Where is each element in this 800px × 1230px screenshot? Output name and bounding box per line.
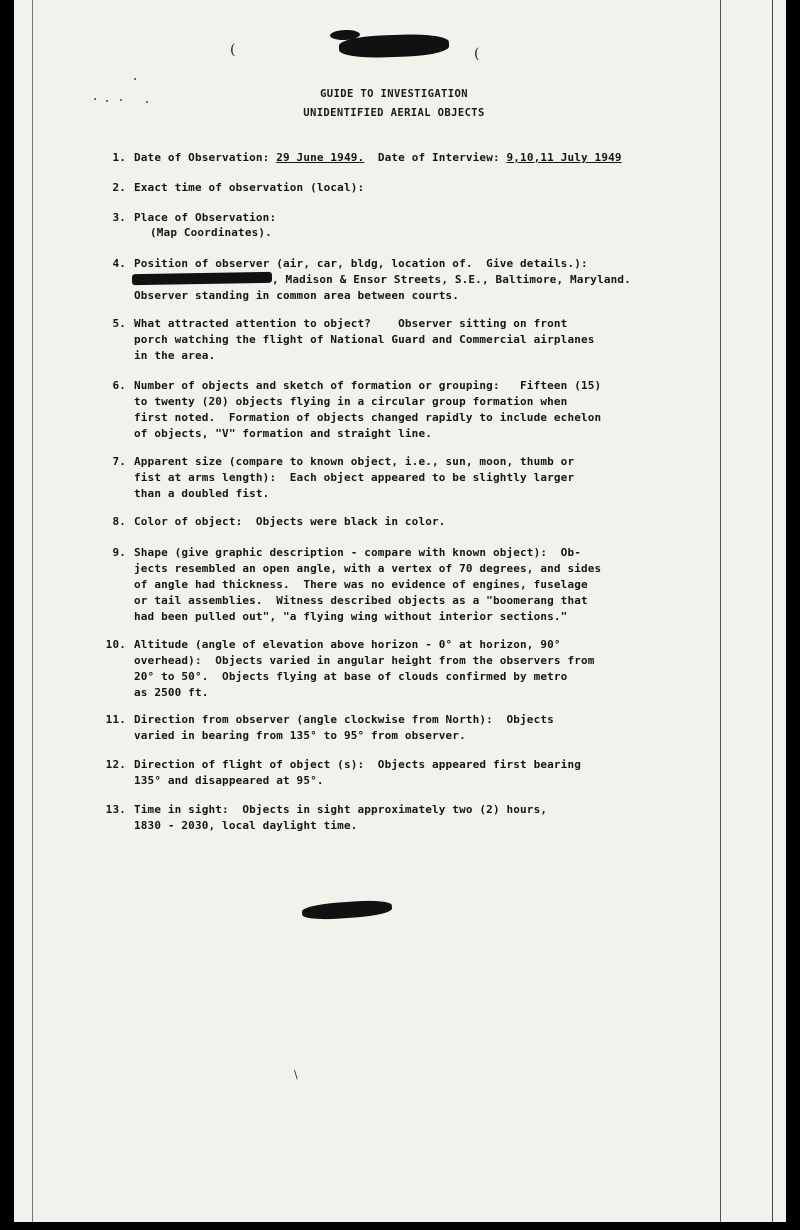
classification-stamp-redacted-bottom [302, 899, 393, 921]
item-line: than a doubled fist. [134, 487, 270, 500]
date-interview-label: Date of Interview: [377, 151, 500, 164]
address-text: , Madison & Ensor Streets, S.E., Baltimore, Maryland. [272, 273, 631, 286]
scan-mark-right: ( [474, 46, 480, 62]
item-line: fist at arms length): Each object appeared to be slightly larger [134, 471, 575, 484]
item-text: Color of object: Objects were black in color. [134, 515, 446, 528]
item-line: Altitude (angle of elevation above horizon - 0° at horizon, 90° [134, 638, 561, 651]
item-line: Direction from observer (angle clockwise from North): Objects [134, 713, 554, 726]
item-line: or tail assemblies. Witness described objects as a "boomerang that [134, 594, 588, 607]
item-body [134, 150, 694, 166]
item-line: in the area. [134, 349, 216, 362]
item-line: Time in sight: Objects in sight approximately two (2) hours, [134, 803, 548, 816]
item-line: to twenty (20) objects flying in a circular group formation when [134, 395, 568, 408]
item-number: 6. [112, 379, 126, 392]
date-interview-value: 9,10,11 July 1949 [506, 151, 622, 164]
item-number: 3. [112, 211, 126, 224]
item-line: Place of Observation: [134, 211, 277, 224]
item-line: porch watching the flight of National Guard and Commercial airplanes [134, 333, 595, 346]
item-line: as 2500 ft. [134, 686, 209, 699]
item-line [132, 272, 692, 288]
item-number: 5. [112, 317, 126, 330]
item-line: varied in bearing from 135° to 95° from observer. [134, 729, 466, 742]
scan-mark-bottom: \ [294, 1068, 298, 1081]
item-number: 9. [112, 546, 126, 559]
item-line: 1830 - 2030, local daylight time. [134, 819, 358, 832]
item-line: of objects, "V" formation and straight line. [134, 427, 432, 440]
item-text: Exact time of observation (local): [134, 181, 365, 194]
page-edge-right [720, 0, 721, 1222]
item-line: Observer standing in common area between courts. [134, 289, 460, 302]
item-line: Apparent size (compare to known object, i.e., sun, moon, thumb or [134, 455, 575, 468]
item-line: jects resembled an open angle, with a vertex of 70 degrees, and sides [134, 562, 602, 575]
item-line: Direction of flight of object (s): Objects appeared first bearing [134, 758, 581, 771]
item-number: 4. [112, 257, 126, 270]
item-number: 10. [105, 638, 126, 651]
item-line: 20° to 50°. Objects flying at base of clouds confirmed by metro [134, 670, 568, 683]
page-edge-outer [772, 0, 773, 1222]
item-line: overhead): Objects varied in angular height from the observers from [134, 654, 595, 667]
document-subtitle: UNIDENTIFIED AERIAL OBJECTS [303, 107, 485, 119]
item-number: 13. [105, 803, 126, 816]
date-observation-value: 29 June 1949. [276, 151, 365, 164]
item-line: (Map Coordinates). [150, 226, 272, 239]
item-line: Shape (give graphic description - compare with known object): Ob- [134, 546, 581, 559]
item-line: 135° and disappeared at 95°. [134, 774, 324, 787]
item-number: 1. [112, 151, 126, 164]
item-line: Number of objects and sketch of formation or grouping: Fifteen (15) [134, 379, 602, 392]
scan-mark-left: ( [230, 42, 236, 58]
item-number: 12. [105, 758, 126, 771]
item-number: 2. [112, 181, 126, 194]
item-line: of angle had thickness. There was no evidence of engines, fuselage [134, 578, 588, 591]
page-edge-left [32, 0, 33, 1222]
redaction-bar [132, 272, 272, 285]
item-line: What attracted attention to object? Observer sitting on front [134, 317, 568, 330]
document-title: GUIDE TO INVESTIGATION [320, 88, 468, 100]
document-page [14, 0, 786, 1222]
item-line: Position of observer (air, car, bldg, location of. Give details.): [134, 257, 588, 270]
item-line: had been pulled out", "a flying wing without interior sections." [134, 610, 568, 623]
date-observation-label: Date of Observation: [134, 151, 270, 164]
item-number: 7. [112, 455, 126, 468]
item-line: first noted. Formation of objects changed rapidly to include echelon [134, 411, 602, 424]
item-number: 11. [105, 713, 126, 726]
item-number: 8. [112, 515, 126, 528]
